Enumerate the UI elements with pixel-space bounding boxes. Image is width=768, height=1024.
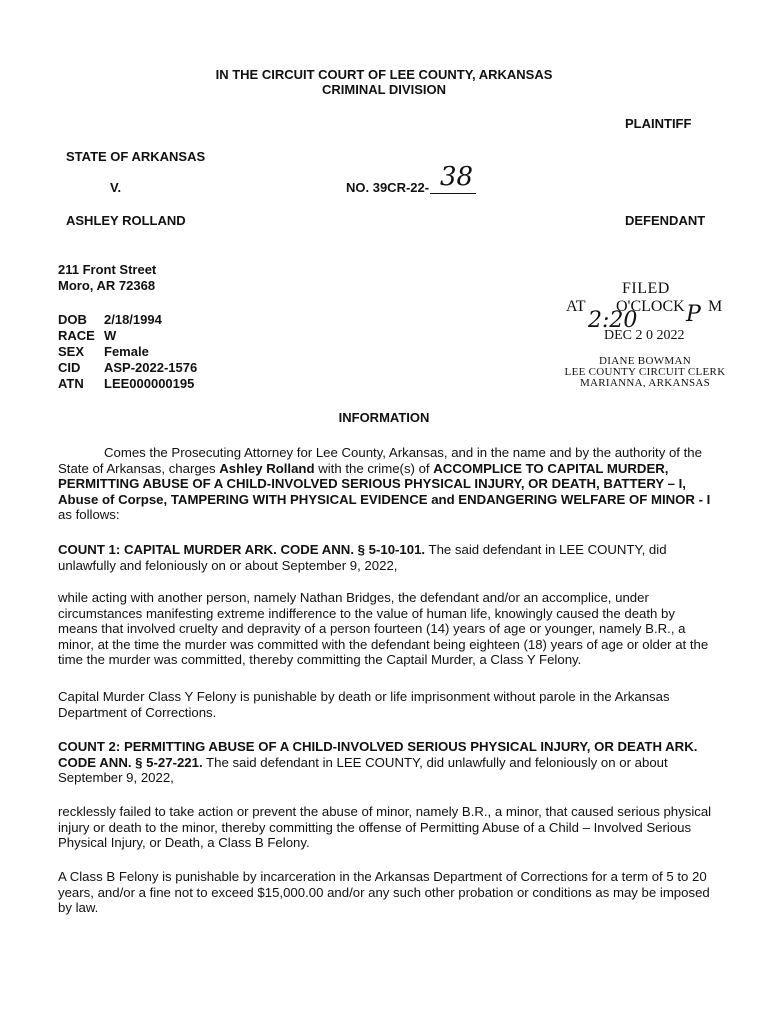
- court-division: CRIMINAL DIVISION: [322, 82, 446, 97]
- count-1-lead: The said defendant in LEE COUNTY, did unlawfully and feloniously on or about September 9, 2022,: [58, 542, 667, 573]
- count-1-heading-paragraph: [58, 542, 716, 573]
- dob-row: [58, 312, 197, 328]
- case-number-label: NO. 39CR-22-: [346, 180, 430, 195]
- document-title: INFORMATION: [338, 410, 430, 425]
- filed-stamp-oclock: O'CLOCK: [616, 298, 685, 315]
- address-line-1: 211 Front Street: [58, 262, 157, 277]
- count-2-body: recklessly failed to take action or prevent the abuse of minor, namely B.R., a minor, that caused serious physical injury or death to the minor, thereby committing the offense of Permitting Abuse of a Child – Involved Serious Physical Injury, or Death, a Class B Felony.: [58, 804, 712, 851]
- defendant-label: DEFENDANT: [625, 213, 706, 228]
- defendant-name: ASHLEY ROLLAND: [66, 213, 186, 228]
- count-2-heading-paragraph: [58, 739, 716, 786]
- count-2-lead: The said defendant in LEE COUNTY, did unlawfully and feloniously on or about September 9, 2022,: [58, 754, 668, 786]
- filed-ampm-handwritten: P: [686, 302, 701, 327]
- filed-stamp-at: AT: [566, 298, 586, 315]
- clerk-name: DIANE BOWMAN: [599, 355, 691, 367]
- atn-row: [58, 376, 197, 392]
- dob-label: DOB: [58, 312, 87, 327]
- cid-label: CID: [58, 360, 81, 375]
- dob-value: 2/18/1994: [104, 312, 162, 327]
- cid-value: ASP-2022-1576: [104, 360, 198, 375]
- sex-value: Female: [104, 344, 149, 359]
- intro-part-2: with the crime(s) of: [314, 460, 434, 476]
- intro-part-1: Comes the Prosecuting Attorney for Lee County, Arkansas, and in the name and by the authority of the State of Arkansas, charges: [58, 445, 702, 476]
- charges-list: ACCOMPLICE TO CAPITAL MURDER, PERMITTING ABUSE OF A CHILD-INVOLVED SERIOUS PHYSICAL INJURY, OR DEATH, BATTERY – I, Abuse of Corpse, TAMPERING WITH PHYSICAL EVIDENCE and ENDANGERING WELFARE OF MINOR - I: [58, 460, 711, 507]
- count-2-penalty: A Class B Felony is punishable by incarceration in the Arkansas Department of Corrections for a term of 5 to 20 years, and/or a fine not to exceed $15,000.00 and/or any such other probation or conditions as may be imposed by law.: [58, 869, 710, 916]
- clerk-city: MARIANNA, ARKANSAS: [579, 377, 711, 389]
- filed-stamp: [560, 278, 730, 398]
- defendant-details: [58, 312, 197, 392]
- court-name: IN THE CIRCUIT COURT OF LEE COUNTY, ARKANSAS: [215, 67, 553, 82]
- sex-label: SEX: [58, 344, 85, 359]
- count-1-body: while acting with another person, namely Nathan Bridges, the defendant and/or an accomplice, under circumstances manifesting extreme indifference to the value of human life, knowingly caused the death by means that involved cruelty and depravity of a person fourteen (14) years of age or younger, namely B.R., a minor, at the time the murder was committed with the defendant being eighteen (18) years of age or older at the time the murder was committed, thereby committing the Captail Murder, a Class Y Felony.: [58, 590, 709, 668]
- clerk-title: LEE COUNTY CIRCUIT CLERK: [564, 366, 726, 378]
- intro-part-3: as follows:: [58, 507, 120, 523]
- count-1-penalty: Capital Murder Class Y Felony is punishable by death or life imprisonment without parole in the Arkansas Department of Corrections.: [58, 689, 670, 720]
- filed-stamp-title: FILED: [622, 280, 670, 297]
- case-number-underline: [430, 193, 476, 194]
- address-line-2: Moro, AR 72368: [58, 278, 156, 293]
- race-value: W: [104, 328, 117, 343]
- defendant-name-inline: Ashley Rolland: [219, 460, 315, 476]
- sex-row: [58, 344, 197, 360]
- plaintiff-name: STATE OF ARKANSAS: [66, 149, 206, 164]
- count-1-heading: COUNT 1: CAPITAL MURDER ARK. CODE ANN. § 5-10-101.: [58, 542, 426, 557]
- race-row: [58, 328, 197, 344]
- atn-label: ATN: [58, 376, 84, 391]
- intro-paragraph: [58, 445, 716, 523]
- plaintiff-label: PLAINTIFF: [625, 116, 692, 131]
- filed-time-handwritten: 2:20: [588, 308, 638, 333]
- case-number-handwritten: 38: [440, 162, 474, 192]
- filed-stamp-m: M: [708, 298, 723, 315]
- cid-row: [58, 360, 197, 376]
- atn-value: LEE000000195: [104, 376, 195, 391]
- race-label: RACE: [58, 328, 95, 343]
- filed-date: DEC 2 0 2022: [604, 328, 685, 343]
- versus: V.: [110, 180, 122, 195]
- count-2-heading: COUNT 2: PERMITTING ABUSE OF A CHILD-INVOLVED SERIOUS PHYSICAL INJURY, OR DEATH ARK. CODE ANN. § 5-27-221.: [58, 739, 698, 770]
